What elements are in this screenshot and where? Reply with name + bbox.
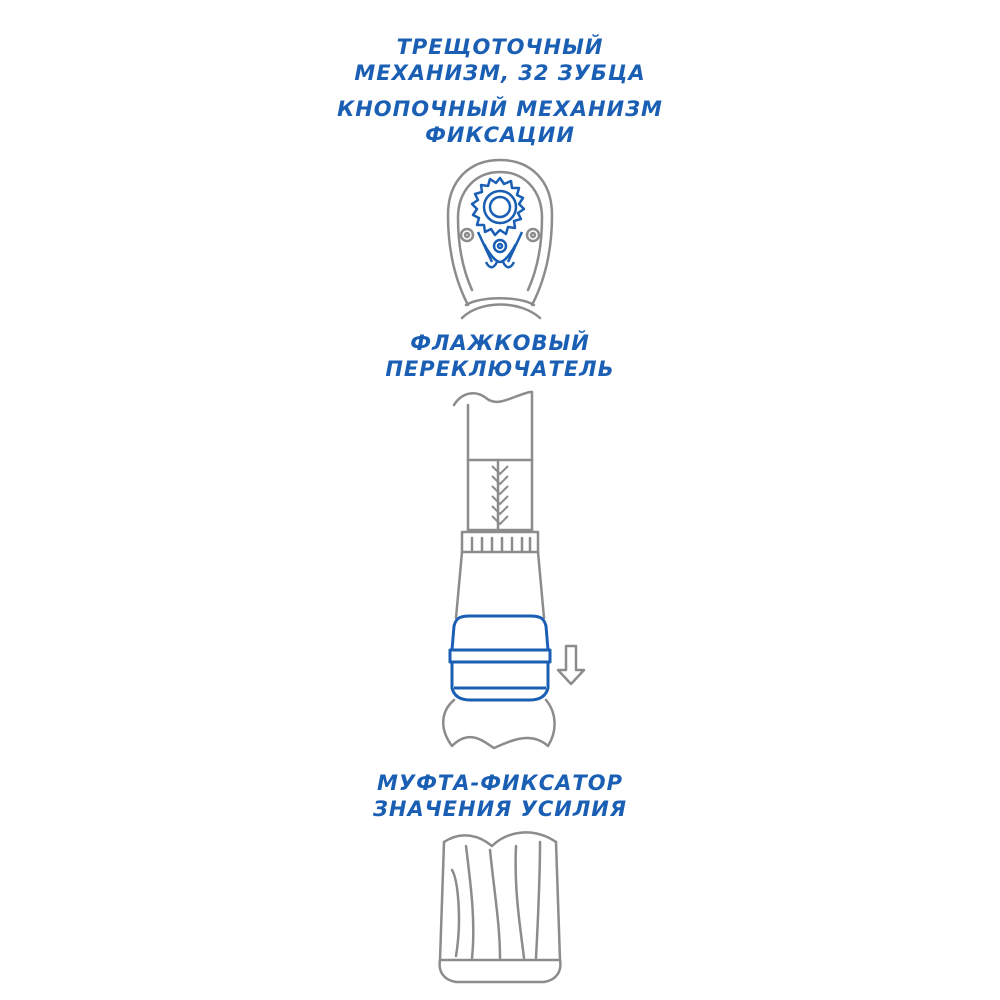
down-arrow-icon — [558, 646, 584, 684]
label-flag-switch — [0, 330, 1000, 382]
label-ratchet-mechanism — [0, 34, 1000, 86]
label-coupling-line2: ЗНАЧЕНИЯ УСИЛИЯ — [372, 797, 628, 821]
ratchet-head-icon — [0, 150, 1000, 320]
label-switch-line1: ФЛАЖКОВЫЙ — [410, 331, 590, 355]
label-torque-coupling — [0, 770, 1000, 822]
label-button-line1: КНОПОЧНЫЙ МЕХАНИЗМ — [337, 97, 663, 121]
label-button-line2: ФИКСАЦИИ — [425, 123, 575, 147]
torque-scale-icon — [492, 466, 508, 524]
handle-grip-icon — [0, 820, 1000, 1000]
label-coupling-line1: МУФТА-ФИКСАТОР — [376, 771, 623, 795]
label-ratchet-line1: ТРЕЩОТОЧНЫЙ — [396, 35, 604, 59]
label-switch-line2: ПЕРЕКЛЮЧАТЕЛЬ — [385, 357, 615, 381]
wrench-shaft-icon — [0, 385, 1000, 760]
label-button-lock — [0, 96, 1000, 148]
label-ratchet-line2: МЕХАНИЗМ, 32 ЗУБЦА — [354, 61, 646, 85]
locking-coupling-icon — [450, 616, 550, 700]
